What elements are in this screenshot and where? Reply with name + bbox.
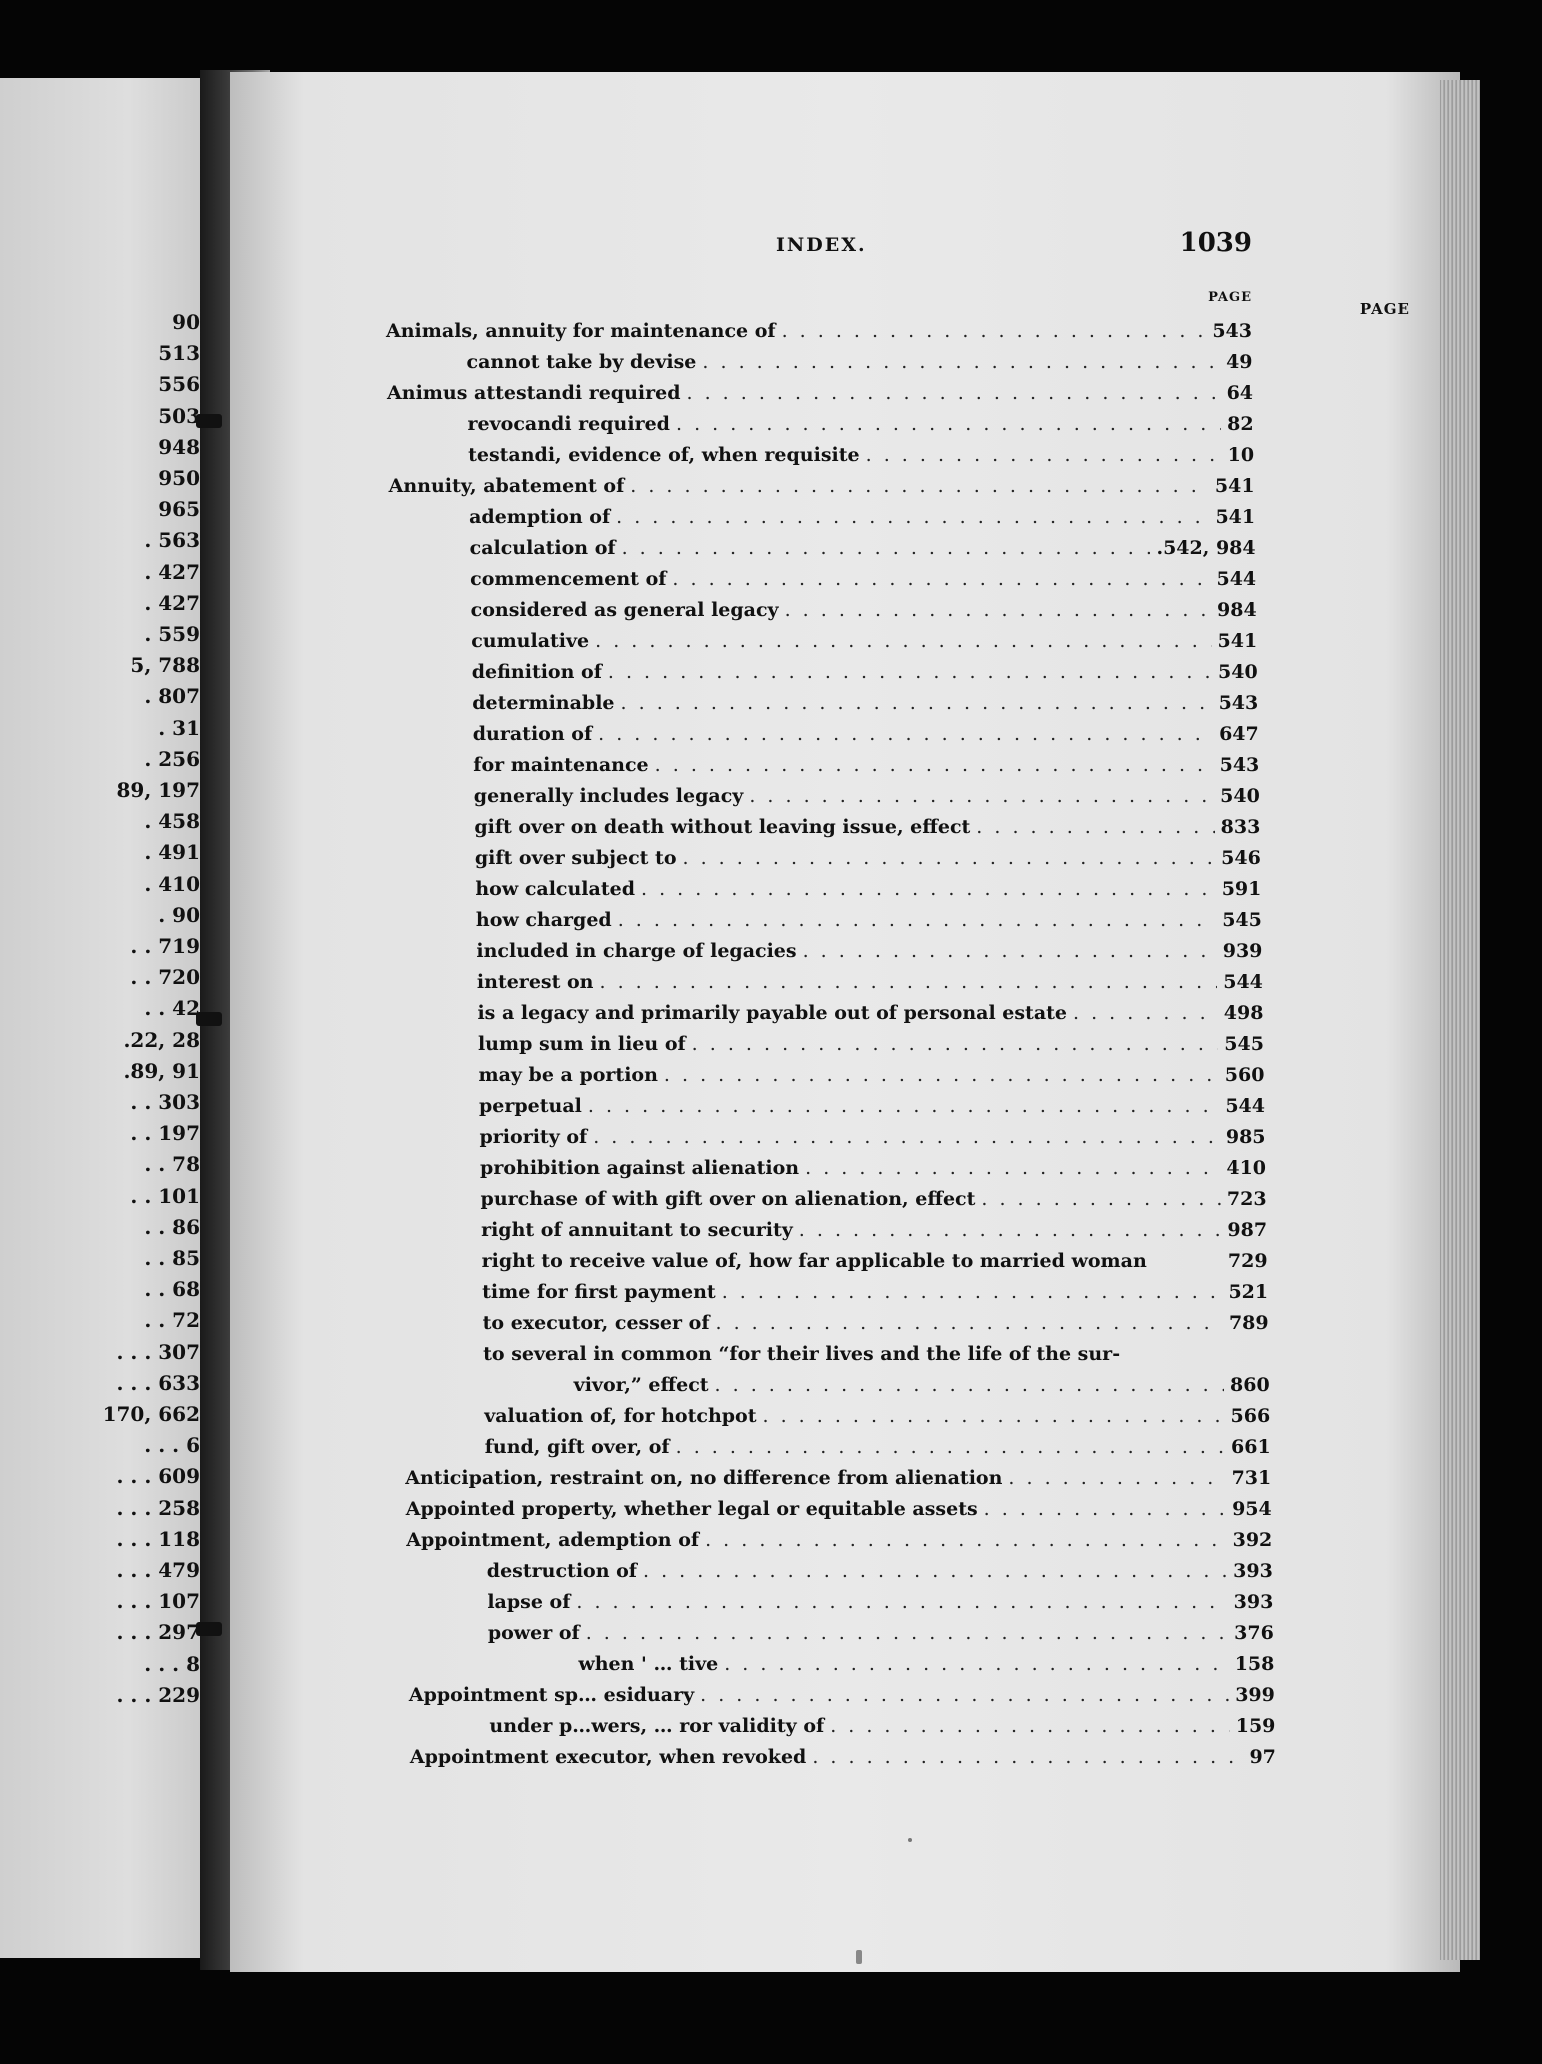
page-header [386, 228, 1252, 264]
dot-leader [664, 1060, 1219, 1090]
index-entry-text: prohibition against alienation [480, 1157, 800, 1179]
left-page-number: .22, 28 [123, 1027, 200, 1052]
index-entry-page: 647 [1219, 723, 1259, 745]
index-entry-text: considered as general legacy [470, 599, 779, 621]
index-entry [410, 1742, 1276, 1772]
index-entry [472, 657, 1258, 687]
index-entry [574, 1370, 1270, 1400]
index-entry-page: 723 [1226, 1188, 1267, 1210]
dot-leader [576, 1587, 1227, 1617]
index-entry-page: 987 [1227, 1219, 1268, 1241]
index-entry [467, 347, 1253, 377]
dot-leader [630, 471, 1209, 501]
dot-leader [608, 657, 1212, 687]
index-entry [484, 1401, 1270, 1431]
index-entry [405, 1463, 1271, 1493]
left-page-number: . . . 229 [116, 1682, 200, 1707]
dot-leader [803, 936, 1217, 966]
dot-leader [622, 533, 1151, 563]
index-entry-text: vivor,” effect [573, 1374, 709, 1396]
dot-leader [705, 1525, 1227, 1555]
index-entry-page: 498 [1223, 1002, 1264, 1024]
index-entry [477, 967, 1263, 997]
index-entry-page: 97 [1249, 1746, 1276, 1768]
index-entry-page: 545 [1224, 1033, 1264, 1055]
index-entry-page: 82 [1227, 413, 1254, 435]
left-page-number: . 427 [144, 590, 200, 615]
speck [856, 1950, 862, 1964]
index-entry-text: to executor, cesser of [482, 1312, 710, 1334]
left-page-number: . . 72 [144, 1308, 200, 1333]
index-entry [471, 626, 1257, 656]
index-entry-page: 833 [1220, 816, 1261, 838]
index-entry [481, 1215, 1267, 1245]
index-entry-text: determinable [472, 692, 615, 714]
running-title: INDEX. [776, 234, 867, 256]
index-entry [478, 1029, 1264, 1059]
index-entry [488, 1618, 1274, 1648]
left-page-number: . 491 [144, 840, 200, 865]
index-entry-page: 543 [1219, 754, 1260, 776]
index-entry [470, 533, 1256, 563]
index-entry-page: 410 [1226, 1157, 1267, 1179]
index-entry [473, 719, 1259, 749]
index-entry-text: when ' … tive [578, 1653, 719, 1675]
index-entry [468, 440, 1254, 470]
left-page-number: . . 197 [130, 1121, 200, 1146]
index-entry-text: fund, gift over, of [484, 1436, 670, 1458]
index-entry-text: Appointed property, whether legal or equitable assets [405, 1498, 978, 1520]
index-entry-text: lump sum in lieu of [477, 1033, 686, 1055]
index-entry-page: 954 [1232, 1498, 1272, 1520]
left-page-number: . . 85 [144, 1246, 200, 1270]
index-entry-text: Animus attestandi required [387, 382, 681, 404]
index-entry-text: included in charge of legacies [476, 940, 797, 962]
left-page-number: 90 [172, 310, 200, 334]
index-entry-page: 64 [1226, 382, 1254, 404]
index-entry-page: 729 [1227, 1250, 1268, 1272]
index-entry-text: cumulative [471, 630, 590, 652]
index-entry-page: 399 [1235, 1684, 1275, 1706]
dot-leader [1073, 998, 1218, 1028]
dot-leader [593, 1122, 1220, 1152]
left-page-number: 948 [158, 434, 200, 459]
left-page-number: . . . 479 [116, 1558, 200, 1582]
index-entry-page: 545 [1222, 909, 1262, 931]
left-page-number: . 410 [144, 871, 200, 896]
page-column-head: PAGE [1208, 290, 1252, 305]
dot-leader [618, 905, 1217, 935]
index-entry-page: 541 [1214, 475, 1255, 497]
index-entry-page: 591 [1221, 878, 1262, 900]
index-entry-page: 984 [1217, 599, 1257, 621]
index-entry-page: 543 [1212, 320, 1252, 342]
index-entry-text: time for first payment [482, 1281, 716, 1303]
index-entry [475, 843, 1261, 873]
speck [908, 1838, 912, 1842]
index-entry-page: 392 [1232, 1529, 1273, 1551]
index-entry-text: definition of [471, 661, 602, 683]
left-page-number: . 458 [144, 809, 200, 834]
index-entry-page: 10 [1227, 444, 1255, 466]
left-page-number: . . . 297 [116, 1620, 200, 1645]
dot-leader [782, 316, 1207, 346]
index-entry-text: Anticipation, restraint on, no difference from alienation [405, 1467, 1003, 1489]
left-page-number: 556 [158, 372, 200, 397]
index-entry [485, 1432, 1271, 1462]
index-entry [487, 1556, 1273, 1586]
index-entry-page: 560 [1224, 1064, 1265, 1086]
dot-leader [799, 1215, 1222, 1245]
page-number: 1039 [1179, 228, 1252, 258]
dot-leader [812, 1742, 1243, 1772]
index-entry-text: Appointment, ademption of [406, 1529, 700, 1551]
index-entry-text: is a legacy and primarily payable out of personal estate [477, 1002, 1068, 1024]
index-entry [473, 750, 1259, 780]
index-entry-text: for maintenance [473, 754, 649, 776]
dot-leader [981, 1184, 1221, 1214]
index-entry-page: 540 [1220, 785, 1260, 807]
index-entry-text: ademption of [469, 506, 611, 528]
index-entry-text: lapse of [487, 1591, 571, 1613]
dot-leader [692, 1029, 1219, 1059]
left-page-number: 5, 788 [130, 653, 200, 678]
left-page-number: 950 [158, 466, 200, 490]
index-entry-text: may be a portion [478, 1064, 658, 1086]
index-entry [475, 874, 1261, 904]
dot-leader [984, 1494, 1226, 1524]
index-entry-page: 540 [1218, 661, 1258, 683]
index-entry-text: revocandi required [467, 413, 670, 435]
left-page-number: . . 42 [144, 996, 200, 1021]
dot-leader [716, 1308, 1223, 1338]
dot-leader [976, 812, 1214, 842]
index-entry-text: destruction of [486, 1560, 637, 1582]
dot-leader [866, 440, 1222, 470]
dot-leader [683, 843, 1216, 873]
dot-leader [702, 347, 1220, 377]
index-entry [482, 1246, 1268, 1276]
left-page-number: . . . 118 [116, 1526, 200, 1551]
left-page-number: . . . 107 [116, 1589, 200, 1614]
index-entry [476, 936, 1262, 966]
left-page-number: 513 [158, 341, 200, 366]
index-entry-text: how calculated [475, 878, 635, 900]
index-entry [483, 1308, 1269, 1338]
dot-leader [676, 409, 1221, 439]
left-page-number: . . . 258 [116, 1495, 200, 1520]
dot-leader [749, 781, 1214, 811]
index-entry-text: valuation of, for hotchpot [484, 1405, 757, 1427]
left-page-number: 170, 662 [102, 1402, 200, 1426]
index-entry-page: 860 [1230, 1374, 1270, 1396]
dot-leader [621, 688, 1213, 718]
left-page-number: . . . 609 [116, 1464, 200, 1489]
dot-leader [586, 1618, 1228, 1648]
dot-leader [595, 626, 1211, 656]
index-entry-text: Annuity, abatement of [388, 475, 625, 497]
index-entry-text: generally includes legacy [473, 785, 744, 807]
dot-leader [616, 502, 1209, 532]
dot-leader [724, 1649, 1228, 1679]
index-entry-text: interest on [476, 971, 594, 993]
index-entry [578, 1649, 1274, 1679]
left-page-column-head: PAGE [1359, 300, 1410, 318]
dot-leader [785, 595, 1211, 625]
index-entry-text: right to receive value of, how far applicable to married woman [481, 1250, 1147, 1272]
index-entry [489, 1711, 1275, 1741]
index-entry [471, 595, 1257, 625]
index-entry [409, 1680, 1275, 1710]
left-page-number: . . 86 [144, 1214, 200, 1239]
left-page-number: . 427 [144, 559, 200, 584]
index-entry [474, 781, 1260, 811]
dot-leader [715, 1370, 1224, 1400]
index-entry [483, 1339, 1269, 1369]
dot-leader [700, 1680, 1229, 1710]
index-entry-text: power of [487, 1622, 580, 1644]
left-page-number: 965 [158, 497, 200, 522]
index-entry-text: duration of [472, 723, 593, 745]
index-entry [470, 564, 1256, 594]
left-page-number: . 807 [144, 684, 200, 709]
dot-leader [676, 1432, 1225, 1462]
index-entry-page: 543 [1218, 692, 1259, 714]
index-entry [474, 812, 1260, 842]
left-page-number: . 559 [144, 622, 200, 646]
index-entry [406, 1525, 1272, 1555]
index-entry-page: 393 [1233, 1560, 1273, 1582]
index-entry [387, 378, 1253, 408]
dot-leader [830, 1711, 1230, 1741]
dot-leader [643, 1556, 1227, 1586]
index-entry-page: 159 [1235, 1715, 1276, 1737]
dot-leader [598, 719, 1213, 749]
left-page-number: . . . 307 [116, 1339, 200, 1364]
left-page-number: . . . 8 [144, 1651, 200, 1676]
index-entry [386, 316, 1252, 346]
left-page-number: . . 68 [144, 1277, 200, 1302]
index-entry-text: priority of [479, 1126, 588, 1148]
index-entry [481, 1184, 1267, 1214]
index-entry [482, 1277, 1268, 1307]
index-entry [406, 1494, 1272, 1524]
index-entry [472, 688, 1258, 718]
index-entry-text: right of annuitant to security [481, 1219, 793, 1241]
left-page-number: . . 101 [130, 1183, 200, 1208]
index-entry-text: Appointment executor, when revoked [409, 1746, 807, 1768]
index-entry-page: 393 [1233, 1591, 1274, 1613]
dot-leader [805, 1153, 1220, 1183]
index-entry [480, 1122, 1266, 1152]
index-entry-page: 939 [1222, 940, 1263, 962]
left-page-number: . 563 [144, 528, 200, 553]
index-entry [480, 1153, 1266, 1183]
index-entry [469, 502, 1255, 532]
index-entry [477, 998, 1263, 1028]
left-page-number: . . 719 [130, 934, 200, 958]
index-entry-page: 544 [1216, 568, 1257, 590]
index-entry-page: 158 [1234, 1653, 1275, 1675]
dot-leader [588, 1091, 1219, 1121]
dot-leader [722, 1277, 1223, 1307]
index-entry-page: .542, 984 [1156, 537, 1256, 559]
left-page-number: .89, 91 [123, 1058, 200, 1083]
dot-leader [641, 874, 1216, 904]
left-page-number: . . 720 [130, 965, 200, 990]
index-entry [476, 905, 1262, 935]
left-page-number: . . . 633 [116, 1370, 200, 1395]
dot-leader [672, 564, 1210, 594]
index-entry-page: 521 [1228, 1281, 1269, 1303]
left-page-number: . . 303 [130, 1090, 200, 1114]
left-page-number: . . . 6 [144, 1433, 200, 1458]
index-entry-text: perpetual [479, 1095, 582, 1117]
index-entry-text: gift over on death without leaving issue, effect [474, 816, 971, 838]
index-entry-text: gift over subject to [474, 847, 677, 869]
left-page-number: . 31 [158, 715, 200, 740]
index-entry-page: 661 [1231, 1436, 1271, 1458]
index-entry [487, 1587, 1273, 1617]
dot-leader [599, 967, 1217, 997]
index-entry [479, 1091, 1265, 1121]
index-entry-page: 544 [1223, 971, 1263, 993]
page-edges [1440, 80, 1480, 1960]
index-entry-page: 789 [1228, 1312, 1269, 1334]
dot-leader [687, 378, 1221, 408]
index-entry [468, 409, 1254, 439]
dot-leader [655, 750, 1214, 780]
left-page-number: . 256 [144, 746, 200, 771]
index-entry-page: 546 [1221, 847, 1261, 869]
left-page-number: . 90 [158, 902, 200, 927]
index-entry-page: 544 [1225, 1095, 1265, 1117]
index-entry-text: Animals, annuity for maintenance of [386, 320, 776, 342]
left-page-number: 503 [158, 403, 200, 428]
index-entry-text: purchase of with gift over on alienation, effect [480, 1188, 976, 1210]
index-entry-page: 541 [1215, 506, 1256, 528]
index-entry-text: under p…wers, … ror validity of [489, 1715, 825, 1737]
index-entry-text: Appointment sp… esiduary [408, 1684, 695, 1706]
index-entry-page: 376 [1234, 1622, 1274, 1644]
dot-leader [1008, 1463, 1225, 1493]
index-entry-text: calculation of [469, 537, 616, 559]
index-entry-page: 731 [1231, 1467, 1272, 1489]
index-entry-text: how charged [475, 909, 612, 931]
index-entry-text: testandi, evidence of, when requisite [468, 444, 860, 466]
index-entry [478, 1060, 1264, 1090]
dot-leader [763, 1401, 1225, 1431]
index-entry-text: commencement of [470, 568, 667, 590]
index-entry [389, 471, 1255, 501]
index-entry-page: 541 [1217, 630, 1258, 652]
index-entry-text: cannot take by devise [466, 351, 697, 373]
index-entry-page: 49 [1226, 351, 1253, 373]
index-entry-text: to several in common “for their lives and the life of the sur- [483, 1343, 1121, 1365]
index-entry-page: 985 [1225, 1126, 1266, 1148]
left-page-number: . . 78 [144, 1152, 200, 1177]
index-entry-page: 566 [1230, 1405, 1271, 1427]
left-page-number: 89, 197 [116, 778, 200, 802]
